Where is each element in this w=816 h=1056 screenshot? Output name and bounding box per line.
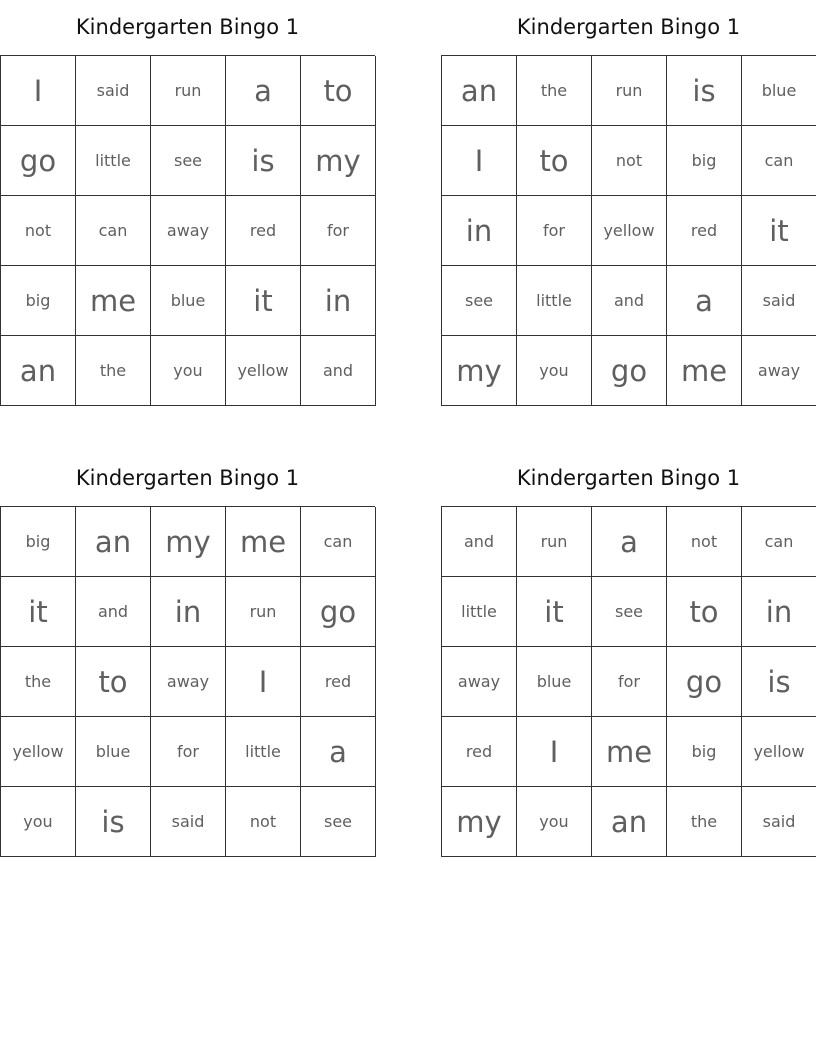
bingo-cell: the xyxy=(667,787,742,857)
bingo-cell: you xyxy=(517,787,592,857)
bingo-cell: it xyxy=(517,577,592,647)
bingo-cell: a xyxy=(592,507,667,577)
bingo-cell: blue xyxy=(742,56,816,126)
bingo-cell: not xyxy=(667,507,742,577)
bingo-cell: not xyxy=(226,787,301,857)
bingo-cell: yellow xyxy=(226,336,301,406)
bingo-cell: said xyxy=(151,787,226,857)
bingo-cell: see xyxy=(442,266,517,336)
bingo-cell: red xyxy=(667,196,742,266)
bingo-cell: my xyxy=(301,126,376,196)
bingo-cell: see xyxy=(151,126,226,196)
bingo-cell: a xyxy=(301,717,376,787)
bingo-cell: go xyxy=(592,336,667,406)
bingo-cell: for xyxy=(151,717,226,787)
bingo-cell: it xyxy=(1,577,76,647)
bingo-cell: and xyxy=(592,266,667,336)
bingo-cell: you xyxy=(151,336,226,406)
bingo-cell: little xyxy=(76,126,151,196)
bingo-grid xyxy=(0,506,375,857)
bingo-cell: can xyxy=(301,507,376,577)
bingo-cell: it xyxy=(742,196,816,266)
bingo-cell: the xyxy=(517,56,592,126)
bingo-cell: me xyxy=(592,717,667,787)
bingo-cell: for xyxy=(517,196,592,266)
bingo-cell: yellow xyxy=(592,196,667,266)
bingo-cell: is xyxy=(76,787,151,857)
bingo-cell: is xyxy=(667,56,742,126)
card-title: Kindergarten Bingo 1 xyxy=(75,15,300,39)
bingo-grid xyxy=(441,55,816,406)
bingo-cell: away xyxy=(151,196,226,266)
bingo-cell: an xyxy=(592,787,667,857)
bingo-cell: me xyxy=(226,507,301,577)
bingo-cell: I xyxy=(442,126,517,196)
bingo-cell: go xyxy=(1,126,76,196)
bingo-cell: can xyxy=(742,126,816,196)
bingo-cell: an xyxy=(76,507,151,577)
bingo-cell: away xyxy=(151,647,226,717)
bingo-cell: said xyxy=(742,266,816,336)
card-title: Kindergarten Bingo 1 xyxy=(75,466,300,490)
bingo-card-4 xyxy=(441,451,816,857)
bingo-card-2 xyxy=(441,0,816,406)
bingo-cell: away xyxy=(742,336,816,406)
bingo-cell: run xyxy=(226,577,301,647)
bingo-cell: in xyxy=(151,577,226,647)
bingo-cell: me xyxy=(76,266,151,336)
bingo-cell: go xyxy=(301,577,376,647)
bingo-cell: an xyxy=(1,336,76,406)
bingo-cell: big xyxy=(1,266,76,336)
bingo-cell: go xyxy=(667,647,742,717)
bingo-cell: big xyxy=(1,507,76,577)
bingo-cell: is xyxy=(742,647,816,717)
bingo-card-1 xyxy=(0,0,375,406)
bingo-cell: see xyxy=(301,787,376,857)
bingo-cell: for xyxy=(301,196,376,266)
bingo-cell: blue xyxy=(76,717,151,787)
bingo-cell: you xyxy=(517,336,592,406)
bingo-cell: in xyxy=(442,196,517,266)
bingo-cell: run xyxy=(151,56,226,126)
bingo-cell: to xyxy=(667,577,742,647)
bingo-cell: a xyxy=(226,56,301,126)
bingo-cell: an xyxy=(442,56,517,126)
bingo-cell: yellow xyxy=(742,717,816,787)
bingo-cell: to xyxy=(76,647,151,717)
card-title: Kindergarten Bingo 1 xyxy=(516,15,741,39)
bingo-cell: little xyxy=(226,717,301,787)
bingo-cell: me xyxy=(667,336,742,406)
bingo-cell: my xyxy=(442,336,517,406)
bingo-cell: in xyxy=(301,266,376,336)
bingo-cell: I xyxy=(226,647,301,717)
bingo-grid xyxy=(441,506,816,857)
bingo-cell: away xyxy=(442,647,517,717)
bingo-cell: not xyxy=(592,126,667,196)
bingo-cell: little xyxy=(517,266,592,336)
bingo-cell: and xyxy=(76,577,151,647)
bingo-cell: red xyxy=(301,647,376,717)
bingo-cell: I xyxy=(1,56,76,126)
bingo-cell: can xyxy=(742,507,816,577)
bingo-cell: the xyxy=(1,647,76,717)
bingo-cell: little xyxy=(442,577,517,647)
bingo-cell: to xyxy=(301,56,376,126)
card-title: Kindergarten Bingo 1 xyxy=(516,466,741,490)
bingo-cell: yellow xyxy=(1,717,76,787)
bingo-cell: to xyxy=(517,126,592,196)
bingo-grid xyxy=(0,55,375,406)
bingo-cell: I xyxy=(517,717,592,787)
bingo-card-3 xyxy=(0,451,375,857)
bingo-cell: blue xyxy=(151,266,226,336)
bingo-cell: big xyxy=(667,126,742,196)
bingo-cell: it xyxy=(226,266,301,336)
bingo-cell: my xyxy=(151,507,226,577)
bingo-cell: for xyxy=(592,647,667,717)
bingo-cell: see xyxy=(592,577,667,647)
bingo-cell: red xyxy=(442,717,517,787)
bingo-cell: you xyxy=(1,787,76,857)
bingo-cell: in xyxy=(742,577,816,647)
bingo-cell: the xyxy=(76,336,151,406)
bingo-cell: can xyxy=(76,196,151,266)
bingo-cell: and xyxy=(442,507,517,577)
bingo-cell: my xyxy=(442,787,517,857)
bingo-cell: not xyxy=(1,196,76,266)
bingo-cell: run xyxy=(592,56,667,126)
bingo-cell: run xyxy=(517,507,592,577)
bingo-cell: blue xyxy=(517,647,592,717)
bingo-cell: red xyxy=(226,196,301,266)
bingo-cell: said xyxy=(742,787,816,857)
bingo-cell: is xyxy=(226,126,301,196)
bingo-cell: and xyxy=(301,336,376,406)
bingo-cell: big xyxy=(667,717,742,787)
bingo-cell: said xyxy=(76,56,151,126)
bingo-cell: a xyxy=(667,266,742,336)
